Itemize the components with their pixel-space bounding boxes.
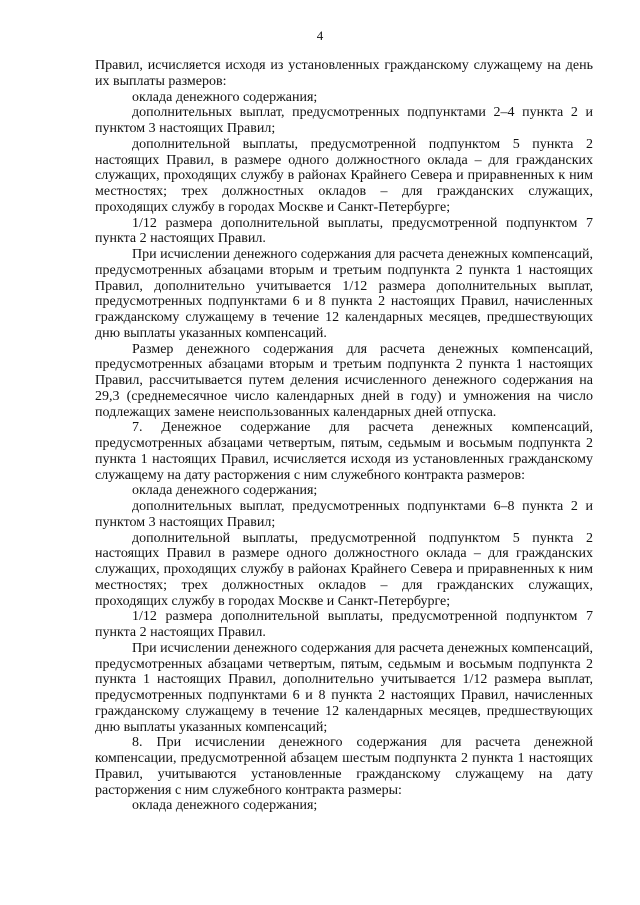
clause-8: 8. При исчислении денежного содержания для расчета денежной компенсации, предусмотренной абзацем шестым подпункта 2 пункта 1 настоящих Правил, учитываются установленные гражданскому служащему на дату расторжения с ним служебного контракта размеры: — [95, 735, 593, 798]
list-item-salary: оклада денежного содержания; — [132, 798, 318, 814]
list-item-one-twelfth: 1/12 размера дополнительной выплаты, предусмотренной подпунктом 7 пункта 2 настоящих Правил. — [95, 609, 593, 640]
list-item-one-twelfth: 1/12 размера дополнительной выплаты, предусмотренной подпунктом 7 пункта 2 настоящих Правил. — [95, 215, 593, 247]
list-item-additional-payment-north: дополнительной выплаты, предусмотренной подпунктом 5 пункта 2 настоящих Правил в размере одного должностного оклада – для гражданских служащих, проходящих службу в районах Крайнего Севера и приравненных к ним местностях; трех должностных окладов – для гражданских служащих, проходящих службу в городах Москве и Санкт-Петербурге; — [95, 530, 593, 609]
paragraph-calculation-method: Размер денежного содержания для расчета денежных компенсаций, предусмотренных абзацами вторым и третьим подпункта 2 пункта 1 настоящих Правил, рассчитывается путем деления исчисленного денежного содержания на 29,3 (среднемесячное число календарных дней в году) и умножения на число подлежащих замене неиспользованных календарных дней отпуска. — [95, 341, 593, 420]
page-number: 4 — [316, 28, 324, 43]
paragraph-calculation-note: При исчислении денежного содержания для расчета денежных компенсаций, предусмотренных абзацами четвертым, пятым, седьмым и восьмым подпункта 2 пункта 1 настоящих Правил, дополнительно учитывается 1/12 размера выплат, предусмотренных подпунктами 6 и 8 пункта 2 настоящих Правил, начисленных гражданскому служащему в течение 12 календарных месяцев, предшествующих дню выплаты указанных компенсаций; — [95, 640, 593, 735]
body-text — [95, 58, 593, 814]
paragraph-calculation-note: При исчислении денежного содержания для расчета денежных компенсаций, предусмотренных абзацами вторым и третьим подпункта 2 пункта 1 настоящих Правил, дополнительно учитывается 1/12 размера дополнительных выплат, предусмотренных подпунктами 6 и 8 пункта 2 настоящих Правил, начисленных гражданскому служащему в течение 12 календарных месяцев, предшествующих дню выплаты указанных компенсаций. — [95, 247, 593, 341]
list-item-salary: оклада денежного содержания; — [132, 483, 318, 499]
clause-7: 7. Денежное содержание для расчета денежных компенсаций, предусмотренных абзацами четвертым, пятым, седьмым и восьмым подпункта 2 пункта 1 настоящих Правил, исчисляется исходя из установленных гражданскому служащему на дату расторжения с ним служебного контракта размеров: — [95, 420, 593, 483]
list-item-additional-payments: дополнительных выплат, предусмотренных подпунктами 2–4 пункта 2 и пунктом 3 настоящих Правил; — [95, 105, 593, 136]
list-item-additional-payment-north: дополнительной выплаты, предусмотренной подпунктом 5 пункта 2 настоящих Правил, в размере одного должностного оклада – для гражданских служащих, проходящих службу в районах Крайнего Севера и приравненных к ним местностях; трех должностных окладов – для гражданских служащих, проходящих службу в городах Москве и Санкт-Петербурге; — [95, 136, 593, 215]
list-item-additional-payments: дополнительных выплат, предусмотренных подпунктами 6–8 пункта 2 и пунктом 3 настоящих Правил; — [95, 499, 593, 530]
list-item-salary: оклада денежного содержания; — [132, 89, 318, 105]
paragraph-continuation: Правил, исчисляется исходя из установленных гражданскому служащему на день их выплаты размеров: — [95, 58, 593, 89]
